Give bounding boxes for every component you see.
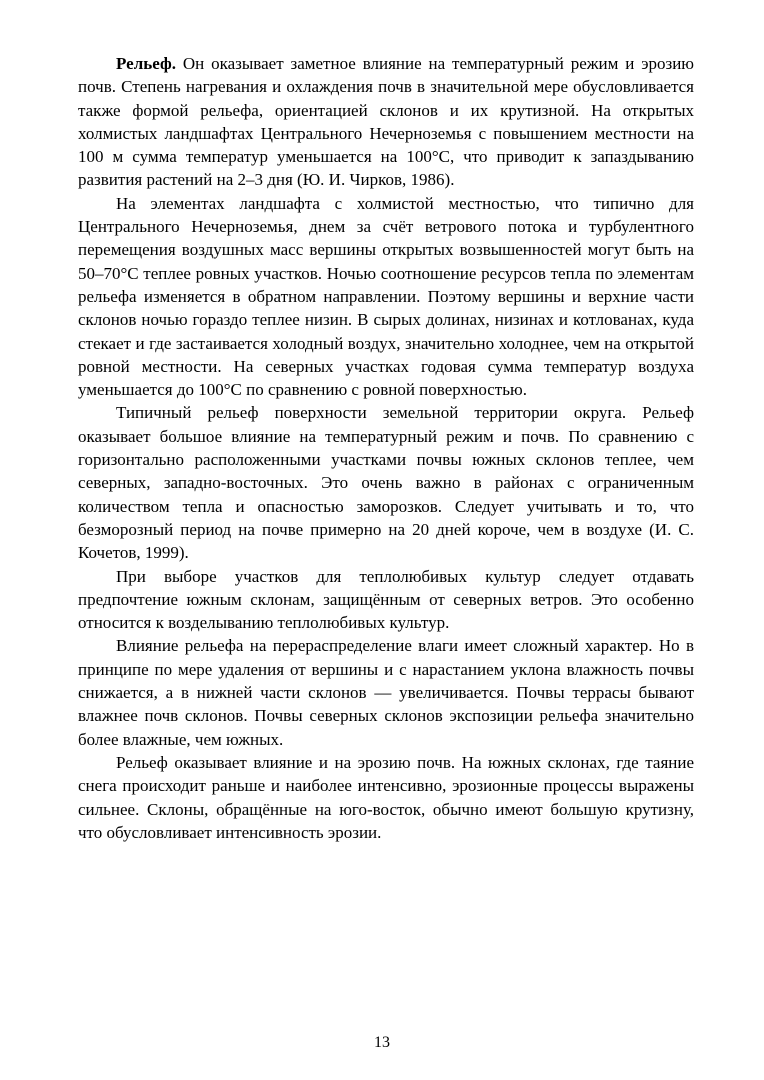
- paragraph-text: При выборе участков для теплолюбивых культур следует отдавать предпочтение южным склонам, защищённым от северных ветров. Это особенно относится к возделыванию теплолюбивых культур.: [78, 566, 694, 633]
- paragraph-relief-intro: [78, 52, 694, 192]
- paragraph-landscape-elements: [78, 192, 694, 402]
- paragraph-site-selection: [78, 565, 694, 635]
- paragraph-typical-relief: [78, 401, 694, 564]
- paragraph-text: Рельеф оказывает влияние и на эрозию почв. На южных склонах, где таяние снега происходит раньше и наиболее интенсивно, эрозионные процессы выражены сильнее. Склоны, обращённые на юго-восток, обычно имеют большую крутизну, что обусловливает интенсивность эрозии.: [78, 752, 694, 842]
- paragraph-erosion: [78, 751, 694, 844]
- paragraph-text: Он оказывает заметное влияние на температурный режим и эрозию почв. Степень нагревания и охлаждения почв в значительной мере обусловливается также формой рельефа, ориентацией склонов и их крутизной. На открытых холмистых ландшафтах Центрального Нечерноземья с повышением местности на 100 м сумма температур уменьшается на 100°С, что приводит к запаздыванию развития растений на 2–3 дня (Ю. И. Чирков, 1986).: [78, 54, 694, 190]
- paragraph-text: На элементах ландшафта с холмистой местностью, что типично для Центрального Нечерноземья, днем за счёт ветрового потока и турбулентного перемещения воздушных масс вершины открытых возвышенностей могут быть на 50–70°С теплее ровных участков. Ночью соотношение ресурсов тепла по элементам рельефа изменяется в обратном направлении. Поэтому вершины и верхние части склонов ночью гораздо теплее низин. В сырых долинах, низинах и котлованах, куда стекает и где застаивается холодный воздух, значительно холоднее, чем на открытой ровной местности. На северных участках годовая сумма температур воздуха уменьшается до 100°С по сравнению с ровной поверхностью.: [78, 193, 694, 400]
- paragraph-moisture-distribution: [78, 634, 694, 750]
- paragraph-text: Влияние рельефа на перераспределение влаги имеет сложный характер. Но в принципе по мере удаления от вершины и с нарастанием уклона влажность почвы снижается, а в нижней части склонов — увеличивается. Почвы террасы бывают влажнее почв склонов. Почвы северных склонов экспозиции рельефа значительно более влажные, чем южных.: [78, 636, 694, 749]
- paragraph-lead-bold: Рельеф.: [116, 54, 176, 73]
- body-text: [78, 52, 694, 844]
- page-number: 13: [374, 1033, 390, 1051]
- paragraph-text: Типичный рельеф поверхности земельной территории округа. Рельеф оказывает большое влияние на температурный режим и почв. По сравнению с горизонтально расположенными участками почвы южных склонов теплее, чем северных, западно-восточных. Это очень важно в районах с ограниченным количеством тепла и опасностью заморозков. Следует учитывать и то, что безморозный период на почве примерно на 20 дней короче, чем в воздухе (И. С. Кочетов, 1999).: [78, 403, 694, 563]
